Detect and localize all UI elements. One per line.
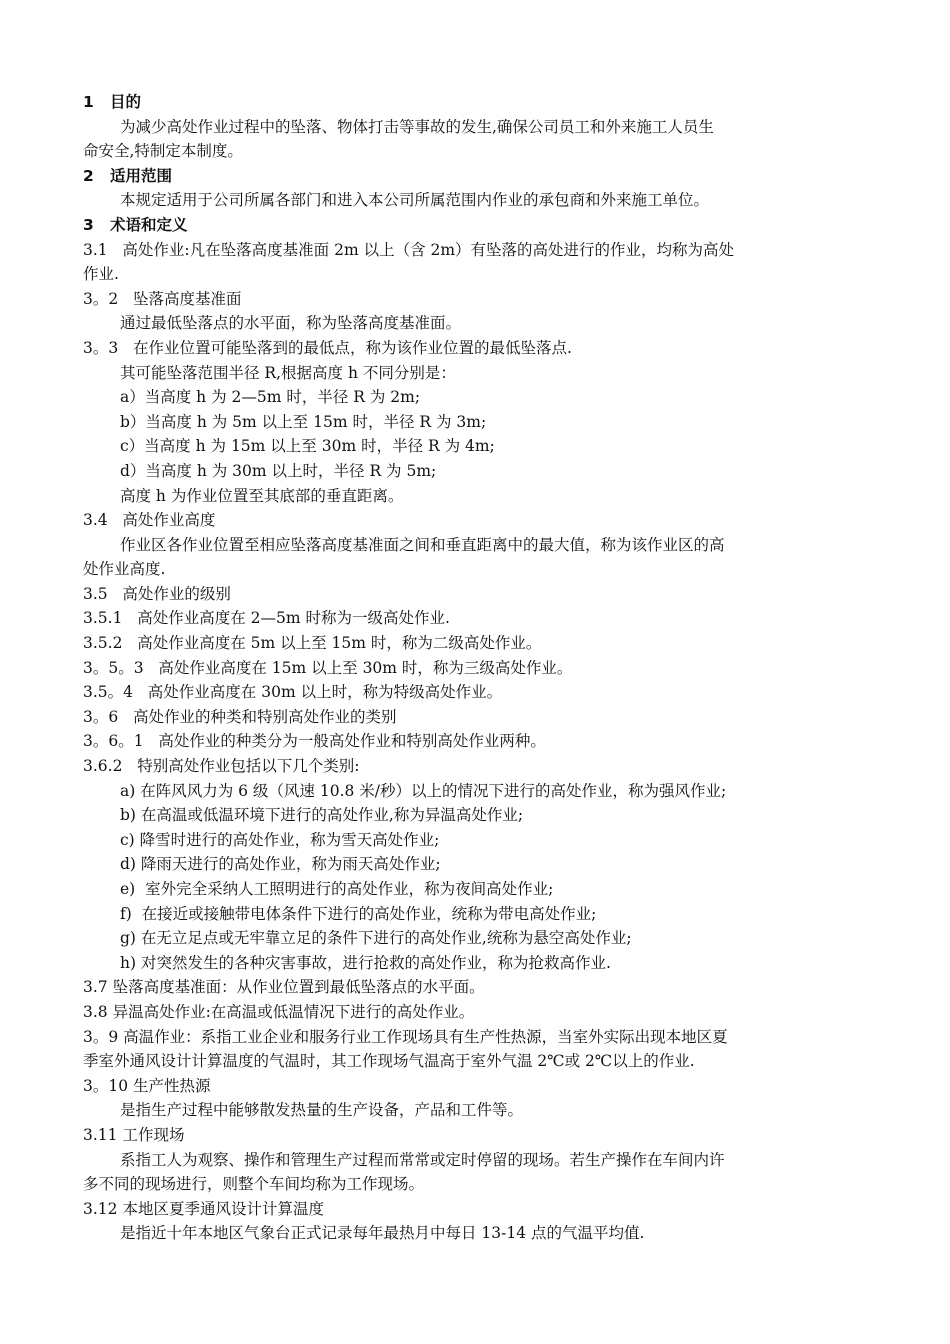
text-line: 3.11 工作现场 [83,1125,185,1144]
text-line: b）当高度 h 为 5m 以上至 15m 时，半径 R 为 3m; [120,412,487,431]
text-line: 多不同的现场进行，则整个车间均称为工作现场。 [83,1175,425,1194]
section-heading: 3 术语和定义 [83,215,188,234]
text-line: 3.8 异温高处作业:在高温或低温情况下进行的高处作业。 [83,1002,475,1021]
text-line: 作业区各作业位置至相应坠落高度基准面之间和垂直距离中的最大值，称为该作业区的高 [120,535,725,554]
text-line: h) 对突然发生的各种灾害事故，进行抢救的高处作业，称为抢救高作业. [120,953,611,972]
text-line: 通过最低坠落点的水平面，称为坠落高度基准面。 [120,314,462,333]
text-line: 3。6 高处作业的种类和特别高处作业的类别 [83,707,397,726]
text-line: 季室外通风设计计算温度的气温时，其工作现场气温高于室外气温 2℃或 2℃以上的作业. [83,1052,695,1071]
text-line: g) 在无立足点或无牢靠立足的条件下进行的高处作业,统称为悬空高处作业; [120,929,632,948]
text-line: 3.5.1 高处作业高度在 2—5m 时称为一级高处作业. [83,609,450,628]
text-line: 系指工人为观察、操作和管理生产过程而常常或定时停留的现场。若生产操作在车间内许 [120,1150,725,1169]
text-line: e) 室外完全采纳人工照明进行的高处作业，称为夜间高处作业; [120,880,554,898]
text-line: 处作业高度. [83,560,166,579]
section-heading: 2 适用范围 [83,166,172,185]
text-line: c）当高度 h 为 15m 以上至 30m 时，半径 R 为 4m; [120,437,495,456]
document-body [83,90,883,1246]
text-line: 命安全,特制定本制度。 [83,142,243,161]
section-heading: 1 目的 [83,93,141,111]
text-line: 3.5.2 高处作业高度在 5m 以上至 15m 时，称为二级高处作业。 [83,634,542,653]
text-line: 3。3 在作业位置可能坠落到的最低点，称为该作业位置的最低坠落点. [83,338,572,357]
text-line: 为减少高处作业过程中的坠落、物体打击等事故的发生,确保公司员工和外来施工人员生 [120,117,714,136]
text-line: 3.5。4 高处作业高度在 30m 以上时，称为特级高处作业。 [83,683,503,702]
text-line: 3。5。3 高处作业高度在 15m 以上至 30m 时，称为三级高处作业。 [83,658,573,677]
text-line: 3。10 生产性热源 [83,1076,211,1095]
text-line: d) 降雨天进行的高处作业，称为雨天高处作业; [120,855,441,874]
text-line: 其可能坠落范围半径 R,根据高度 h 不同分别是： [120,363,456,382]
text-line: b) 在高温或低温环境下进行的高处作业,称为异温高处作业; [120,806,524,825]
text-line: 3.7 坠落高度基准面：从作业位置到最低坠落点的水平面。 [83,978,485,997]
text-line: 是指生产过程中能够散发热量的生产设备，产品和工件等。 [120,1101,524,1120]
text-line: 3.12 本地区夏季通风设计计算温度 [83,1199,324,1218]
text-line: 是指近十年本地区气象台正式记录每年最热月中每日 13-14 点的气温平均值. [120,1224,645,1243]
text-line: 3.4 高处作业高度 [83,511,216,530]
text-line: d）当高度 h 为 30m 以上时，半径 R 为 5m; [120,461,437,480]
text-line: 作业. [83,265,119,284]
text-line: 3。2 坠落高度基准面 [83,289,242,308]
text-line: 3。9 高温作业：系指工业企业和服务行业工作现场具有生产性热源，当室外实际出现本地区夏 [83,1027,728,1046]
text-line: 3。6。1 高处作业的种类分为一般高处作业和特别高处作业两种。 [83,732,546,751]
text-line: 3.1 高处作业:凡在坠落高度基准面 2m 以上（含 2m）有坠落的高处进行的作业，均称为高处 [83,240,735,259]
text-line: 高度 h 为作业位置至其底部的垂直距离。 [120,486,404,505]
text-line: c) 降雪时进行的高处作业，称为雪天高处作业; [120,830,440,849]
text-line: 3.6.2 特别高处作业包括以下几个类别: [83,757,360,776]
text-line: a）当高度 h 为 2—5m 时，半径 R 为 2m; [120,388,421,407]
text-line: 本规定适用于公司所属各部门和进入本公司所属范围内作业的承包商和外来施工单位。 [120,191,710,210]
text-line: f) 在接近或接触带电体条件下进行的高处作业，统称为带电高处作业; [120,904,597,923]
text-line: a) 在阵风风力为 6 级（风速 10.8 米/秒）以上的情况下进行的高处作业，称为强风作业; [120,781,727,800]
text-line: 3.5 高处作业的级别 [83,584,231,603]
